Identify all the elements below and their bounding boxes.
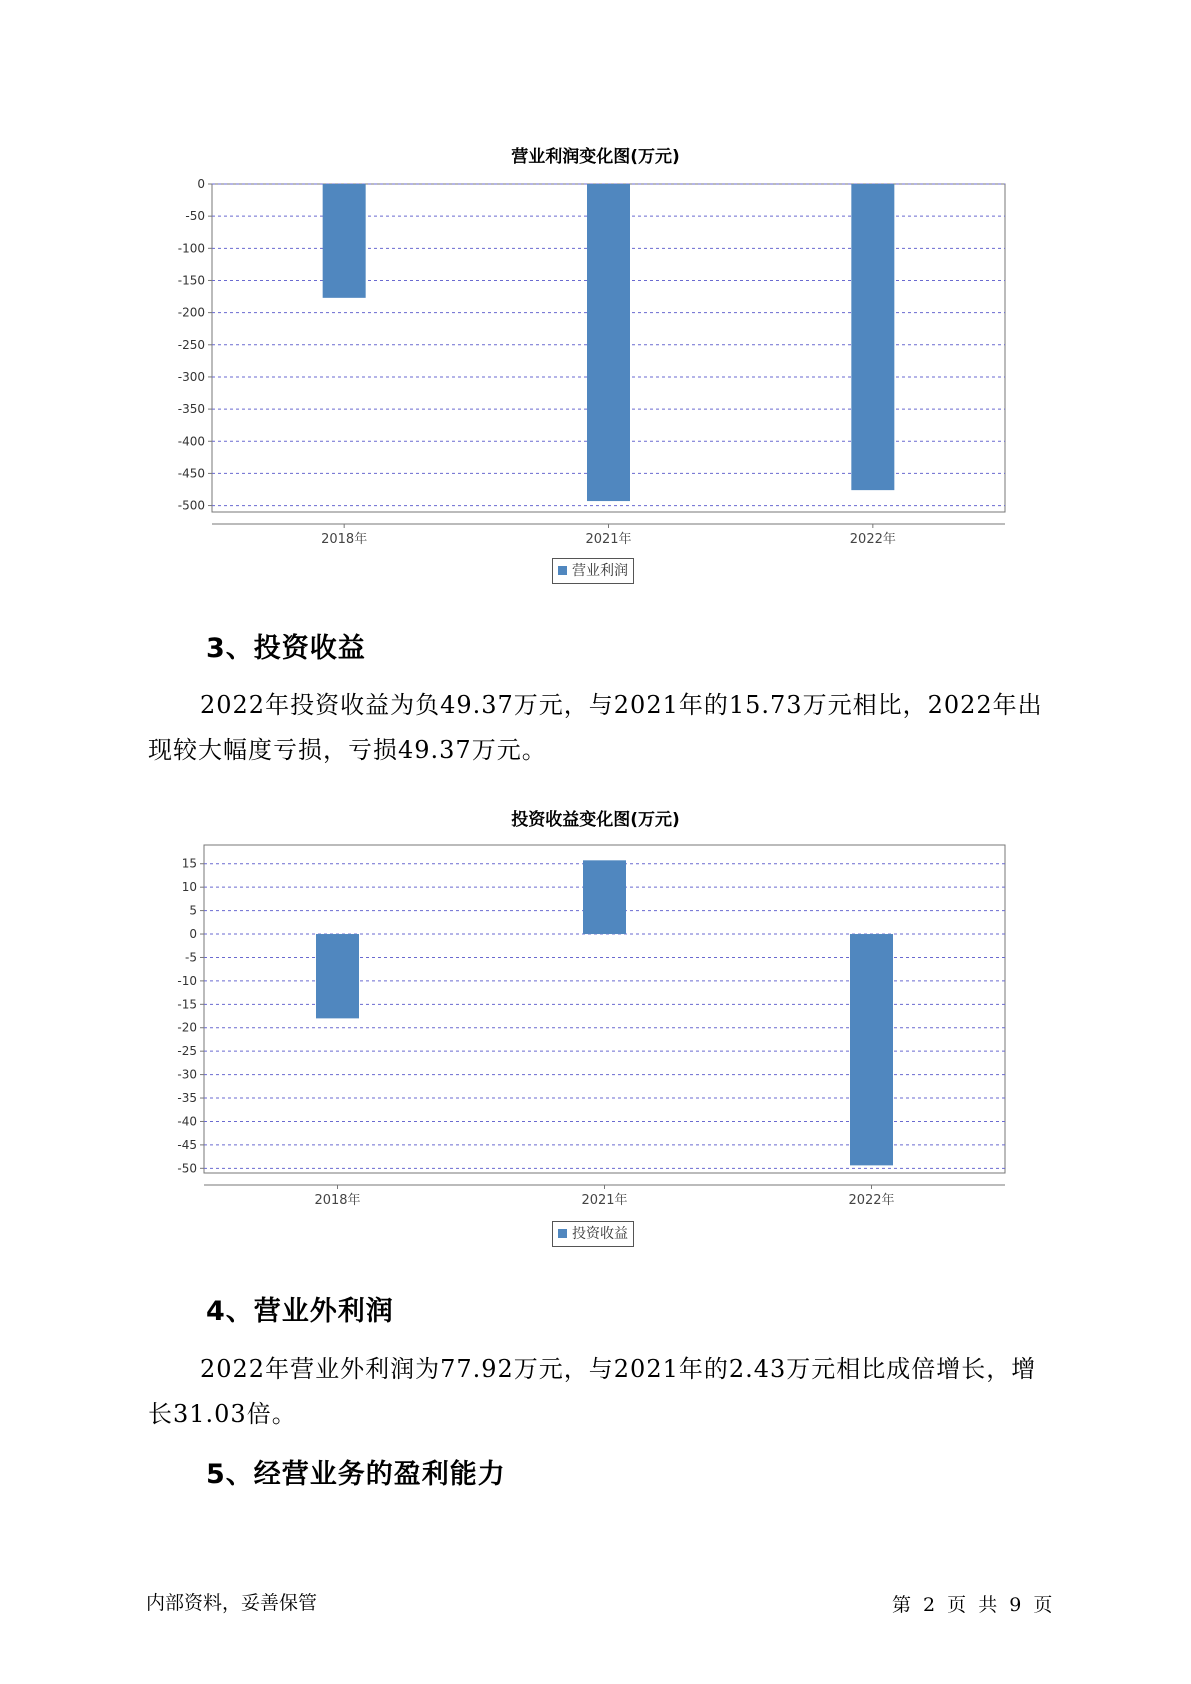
footer-page-number: 第 2 页 共 9 页 xyxy=(892,1594,1053,1616)
y-tick-label: -20 xyxy=(177,1020,197,1035)
y-tick-label: -200 xyxy=(177,305,205,320)
x-tick-label: 2018年 xyxy=(321,532,368,547)
y-tick-label: -350 xyxy=(177,402,205,417)
y-tick-label: -250 xyxy=(177,337,205,352)
y-tick-label: 5 xyxy=(189,903,197,918)
x-tick-label: 2022年 xyxy=(849,532,896,547)
heading-profitability: 5、经营业务的盈利能力 xyxy=(206,1459,506,1490)
x-tick-label: 2022年 xyxy=(848,1193,895,1208)
y-tick-label: -30 xyxy=(177,1067,197,1082)
x-tick-label: 2018年 xyxy=(314,1193,361,1208)
y-tick-label: -50 xyxy=(185,209,205,224)
chart-title-investment-income: 投资收益变化图(万元) xyxy=(511,810,680,830)
y-tick-label: -50 xyxy=(177,1161,197,1176)
bar xyxy=(316,934,359,1018)
x-tick-label: 2021年 xyxy=(581,1193,628,1208)
y-tick-label: 0 xyxy=(189,927,197,942)
y-tick-label: -450 xyxy=(177,466,205,481)
y-tick-label: -45 xyxy=(177,1137,197,1152)
legend-label: 营业利润 xyxy=(572,563,628,579)
y-tick-label: -100 xyxy=(177,241,205,256)
y-tick-label: -5 xyxy=(185,950,197,965)
x-tick-label: 2021年 xyxy=(585,532,632,547)
y-tick-label: -300 xyxy=(177,369,205,384)
footer-confidential-note: 内部资料，妥善保管 xyxy=(146,1592,318,1614)
legend-label: 投资收益 xyxy=(572,1226,628,1242)
y-tick-label: -400 xyxy=(177,434,205,449)
legend-swatch-icon xyxy=(558,1229,567,1238)
y-tick-label: -15 xyxy=(177,997,197,1012)
bar xyxy=(850,934,893,1165)
bar xyxy=(583,860,626,934)
heading-non-operating-profit: 4、营业外利润 xyxy=(206,1296,394,1327)
y-tick-label: 10 xyxy=(181,880,197,895)
y-tick-label: -10 xyxy=(177,973,197,988)
y-tick-label: -25 xyxy=(177,1044,197,1059)
heading-investment-income: 3、投资收益 xyxy=(206,633,366,664)
paragraph-non-operating-profit: 2022年营业外利润为77.92万元，与2021年的2.43万元相比成倍增长，增长31.03倍。 xyxy=(148,1355,1037,1428)
y-tick-label: -40 xyxy=(177,1114,197,1129)
legend-investment-income xyxy=(552,1221,634,1247)
y-tick-label: -500 xyxy=(177,498,205,513)
y-tick-label: -150 xyxy=(177,273,205,288)
y-tick-label: 15 xyxy=(181,856,197,871)
y-tick-label: 0 xyxy=(197,177,205,191)
y-tick-label: -35 xyxy=(177,1091,197,1106)
paragraph-investment-income: 2022年投资收益为负49.37万元，与2021年的15.73万元相比，2022年出现较大幅度亏损，亏损49.37万元。 xyxy=(148,691,1043,764)
chart-title-operating-profit: 营业利润变化图(万元) xyxy=(511,147,680,167)
